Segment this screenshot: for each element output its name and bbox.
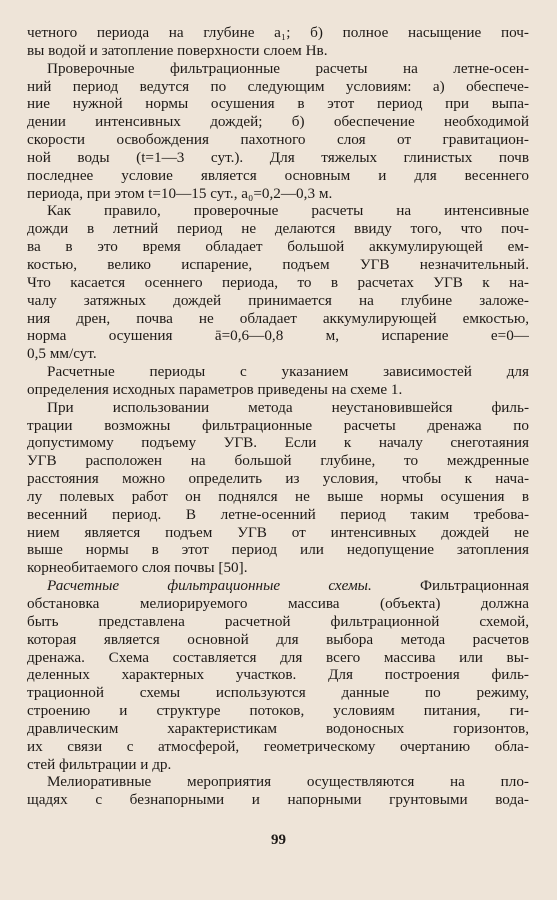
text-line: дравлическим характеристикам водоносных горизонтов, (27, 719, 529, 737)
text-line: норма осушения ā=0,6—0,8 м, испарение e=0— (27, 327, 529, 345)
text-line: Расчетные периоды с указанием зависимостей для (47, 363, 529, 381)
text-line: стей фильтрации и др. (27, 755, 172, 773)
text-line: костью, велико испарение, подъем УГВ незначительный. (27, 255, 529, 273)
text-line: При использовании метода неустановившейся филь- (47, 398, 529, 416)
text-line: допустимому подъему УГВ. Если к началу снеготаяния (27, 434, 529, 452)
text-line: ний период ведутся по следующим условиям: а) обеспече- (27, 77, 529, 95)
text-line: строению и структуре потоков, условиям питания, ги- (27, 702, 529, 720)
text-line: ной воды (t=1—3 сут.). Для тяжелых глинистых почв (27, 148, 529, 166)
text-line: УГВ расположен на большой глубине, то междренные (27, 452, 529, 470)
text-line: трации возможны фильтрационные расчеты дренажа по (27, 416, 529, 434)
text-line: расстояния можно определить из условия, чтобы к нача- (27, 470, 529, 488)
text-line: ние нужной нормы осушения в этот период при выпа- (27, 95, 529, 113)
text-line: щадях с безнапорными и напорными грунтовыми вода- (27, 791, 529, 809)
body-text (27, 24, 529, 809)
text-line: скорости освобождения пахотного слоя от гравитацион- (27, 131, 529, 149)
text-line: дренажа. Схема составляется для всего массива или вы- (27, 648, 529, 666)
text-line: Что касается осеннего периода, то в расчетах УГВ к на- (27, 273, 529, 291)
text-line: Расчетные фильтрационные схемы. Фильтрационная (47, 577, 529, 595)
text-line: 0,5 мм/сут. (27, 345, 97, 363)
text-line: Мелиоративные мероприятия осуществляются на пло- (47, 773, 529, 791)
italic-heading: Расчетные фильтрационные схемы. (47, 577, 372, 595)
text-line: вы водой и затопление поверхности слоем Hв. (27, 41, 328, 59)
text-line: их связи с атмосферой, геометрическому очертанию обла- (27, 737, 529, 755)
text-line: четного периода на глубине a₁; б) полное насыщение поч- (27, 24, 529, 41)
text-line: которая является основной для выбора метода расчетов (27, 630, 529, 648)
text-line: нием является подъем УГВ от интенсивных дождей не (27, 523, 529, 541)
text-line: трационной схемы используются данные по режиму, (27, 684, 529, 702)
text-line: весенний период. В летне-осенний период таким требова- (27, 505, 529, 523)
text-line: последнее условие является основным и для весеннего (27, 166, 529, 184)
text-line: быть представлена расчетной фильтрационной схемой, (27, 612, 529, 630)
text-line: обстановка мелиорируемого массива (объекта) должна (27, 595, 529, 612)
text-line: дожди в летний период не делаются ввиду того, что поч- (27, 220, 529, 238)
text-line: деленных характерных участков. Для построения филь- (27, 666, 529, 684)
text-line: корнеобитаемого слоя почвы [50]. (27, 559, 248, 577)
text-line: ния дрен, почва не обладает аккумулирующей емкостью, (27, 309, 529, 327)
text-line: чалу затяжных дождей принимается на глубине заложе- (27, 291, 529, 309)
text-line: определения исходных параметров приведены на схеме 1. (27, 380, 403, 398)
text-line: выше нормы в этот период или недопущение затопления (27, 541, 529, 559)
text-line: ва в это время обладает большой аккумулирующей ем- (27, 238, 529, 256)
text-line: периода, при этом t=10—15 сут., a₀=0,2—0,3 м. (27, 184, 333, 202)
page-number: 99 (271, 832, 286, 848)
text-line: Проверочные фильтрационные расчеты на летне-осен- (47, 59, 529, 77)
text-line: Как правило, проверочные расчеты на интенсивные (47, 202, 529, 220)
text-line: лу полевых работ он поднялся не выше нормы осушения в (27, 487, 529, 505)
text-line: дении интенсивных дождей; б) обеспечение необходимой (27, 113, 529, 131)
